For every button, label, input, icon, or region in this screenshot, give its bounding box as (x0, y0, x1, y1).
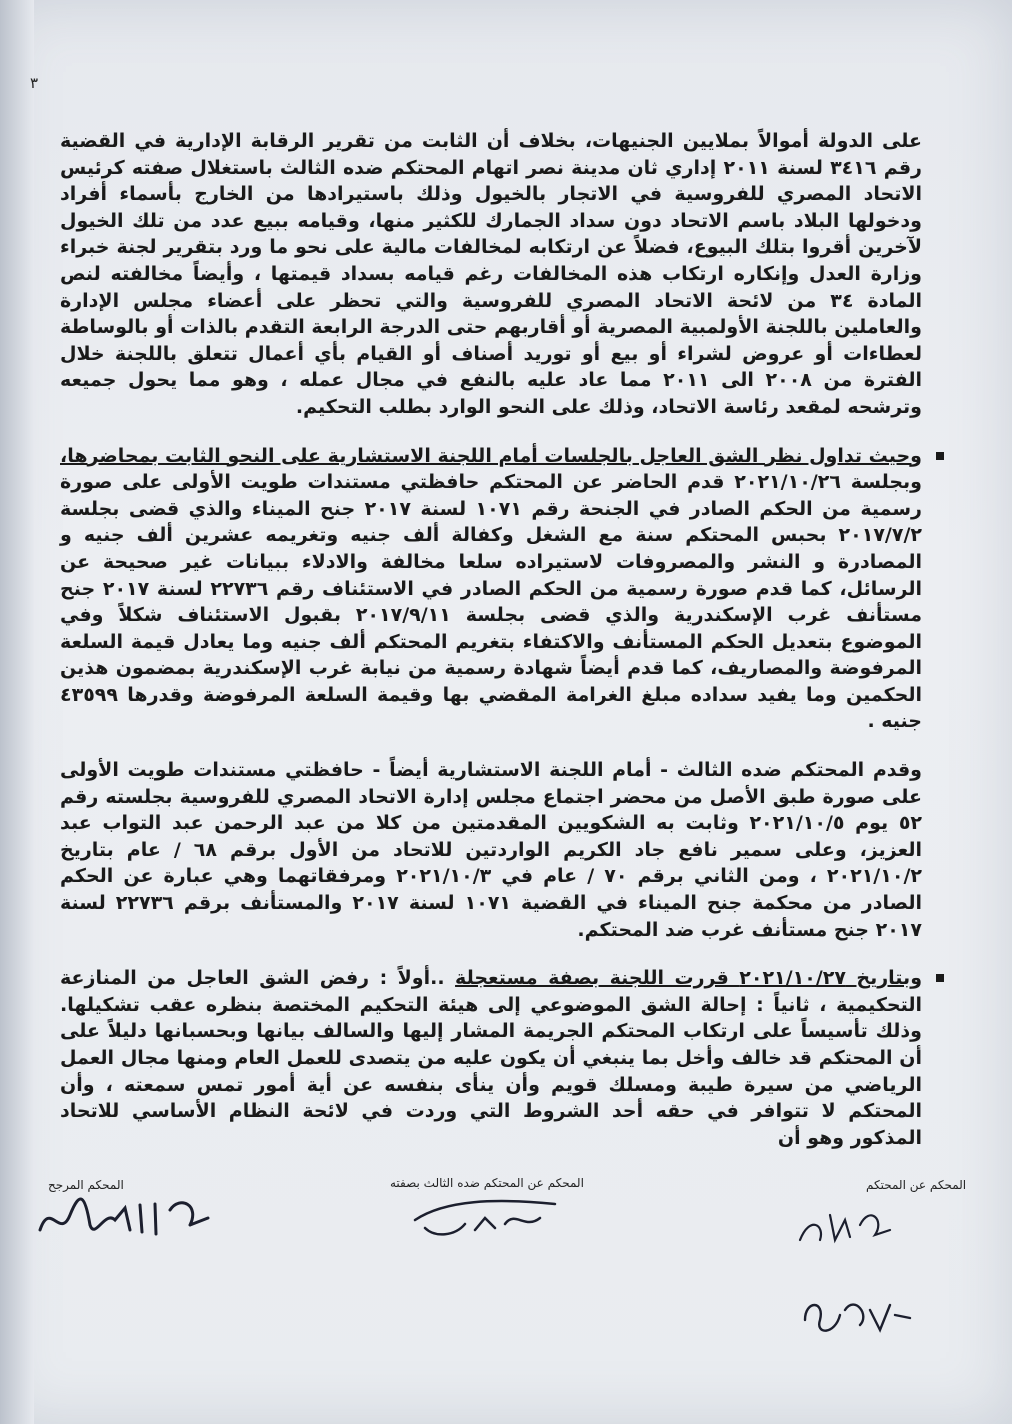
signature-respondent-arbitrator (405, 1190, 575, 1250)
paragraph-text: على الدولة أموالاً بملايين الجنيهات، بخلاف أن الثابت من تقرير الرقابة الإدارية في القضية رقم ٣٤١٦ لسنة ٢٠١١ إداري ثان مدينة نصر اتهام المحتكم ضده الثالث باستغلال صفته كرئيس الاتحاد المصري للفروسية في الاتجار بالخيول وذلك باستيرادها من الخارج بأسماء أفراد ودخولها البلاد باسم الاتحاد دون سداد الجمارك للكثير منها، وقيامه ببيع عدد من تلك الخيول لآخرين أقروا بتلك البيوع، فضلاً عن ارتكابه لمخالفات مالية على نحو ما ورد بتقرير لجنة خبراء وزارة العدل وإنكاره ارتكاب هذه المخالفات رغم قيامه بسداد قيمتها ، وأيضاً مخالفته لنص المادة ٣٤ من لائحة الاتحاد المصري للفروسية والتي تحظر على أعضاء مجلس الإدارة والعاملين باللجنة الأولمبية المصرية أو أقاربهم حتى الدرجة الرابعة التقدم بالذات أو بالوساطة لعطاءات أو عروض لشراء أو بيع أو توريد أصناف أو القيام بأي أعمال تتعلق باللجنة خلال الفترة من ٢٠٠٨ الى ٢٠١١ مما عاد عليه بالنفع في مجال عمله ، وهو مما يحول جميعه وترشحه لمقعد رئاسة الاتحاد، وذلك على النحو الوارد بطلب التحكيم. (60, 130, 922, 418)
paragraph-underlined-lead: وبتاريخ ٢٠٢١/١٠/٢٧ قررت اللجنة بصفة مستعجلة (455, 967, 923, 990)
sig-label-arbitrator: المحكم المرجح (48, 1178, 124, 1192)
signature-arbitrator (30, 1190, 220, 1250)
paragraph-4 (60, 965, 922, 1151)
signature-additional (790, 1280, 920, 1350)
page-number: ٣ (30, 74, 39, 92)
paragraph-text: وقدم المحتكم ضده الثالث - أمام اللجنة الاستشارية أيضاً - حافظتي مستندات طويت الأولى على صورة طبق الأصل من محضر اجتماع مجلس إدارة الاتحاد المصري للفروسية بجلسته رقم ٥٢ يوم ٢٠٢١/١٠/٥ وثابت به الشكويين المقدمتين من كلا من عبد الرحمن عبد التواب عبد العزيز، وعلى سمير نافع جاد الكريم الواردتين للاتحاد من الأول برقم ٦٨ / عام بتاريخ ٢٠٢١/١٠/٢ ، ومن الثاني برقم ٧٠ / عام في ٢٠٢١/١٠/٣ ومرفقاتهما وهي عبارة عن الحكم الصادر من محكمة جنح الميناء في القضية ١٠٧١ لسنة ٢٠١٧ والمستأنف برقم ٢٢٧٣٦ لسنة ٢٠١٧ جنح مستأنف غرب ضد المحتكم. (60, 759, 923, 941)
bullet-marker (936, 452, 944, 460)
paragraph-3 (60, 757, 922, 943)
signature-claimant-arbitrator (790, 1195, 900, 1255)
paragraph-text: ..أولاً : رفض الشق العاجل من المنازعة التحكيمية ، ثانياً : إحالة الشق الموضوعي إلى هيئة التحكيم المختصة بنظره عقب تشكيلها. وذلك تأسيساً على ارتكاب المحتكم الجريمة المشار إليها والسالف بيانها وبحسبانها دليلاً على أن المحتكم قد خالف وأخل بما ينبغي أن يكون عليه من يتصدى للعمل العام ومنها مجال العمل الرياضي من سيرة طيبة ومسلك قويم وأن ينأى بنفسه عن أية أمور تمس سمعته ، وأن المحتكم لا تتوافر في حقه أحد الشروط التي وردت في لائحة النظام الأساسي للاتحاد المذكور وهو أن (60, 967, 922, 1149)
paragraph-text: وبجلسة ٢٠٢١/١٠/٢٦ قدم الحاضر عن المحتكم حافظتي مستندات طويت الأولى على صورة رسمية من الحكم الصادر في الجنحة رقم ١٠٧١ لسنة ٢٠١٧ جنح الميناء والذي قضى بجلسة ٢٠١٧/٧/٢ بحبس المحتكم سنة مع الشغل وكفالة ألف جنيه وتغريمه عشرين ألف جنيه و المصادرة و النشر والمصروفات لاستيراده سلعا مخالفة والادلاء ببيانات غير صحيحة عن الرسائل، كما قدم صورة رسمية من الحكم الصادر في الاستئناف رقم ٢٢٧٣٦ لسنة ٢٠١٧ جنح مستأنف غرب الإسكندرية والذي قضى بجلسة ٢٠١٧/٩/١١ بقبول الاستئناف شكلاً وفي الموضوع بتعديل الحكم المستأنف والاكتفاء بتغريم المحتكم ألف جنيه وما يعادل قيمة السلعة المرفوضة والمصاريف، كما قدم أيضاً شهادة رسمية من نيابة غرب الإسكندرية بمضمون هذين الحكمين وما يفيد سداده مبلغ الغرامة المقضي بها وقيمة السلعة المرفوضة وقدرها ٤٣٥٩٩ جنيه . (60, 471, 922, 733)
paragraph-1 (60, 128, 922, 421)
paragraph-underlined-lead: وحيث تداول نظر الشق العاجل بالجلسات أمام اللجنة الاستشارية على النحو الثابت بمحاضرها، (60, 444, 922, 467)
page-edge-shadow (0, 0, 34, 1424)
sig-label-respondent-arbitrator: المحكم عن المحتكم ضده الثالث بصفته (390, 1176, 584, 1190)
sig-label-claimant-arbitrator: المحكم عن المحتكم (866, 1178, 967, 1192)
document-body (60, 128, 922, 1151)
paragraph-2 (60, 443, 922, 736)
bullet-marker (936, 974, 944, 982)
